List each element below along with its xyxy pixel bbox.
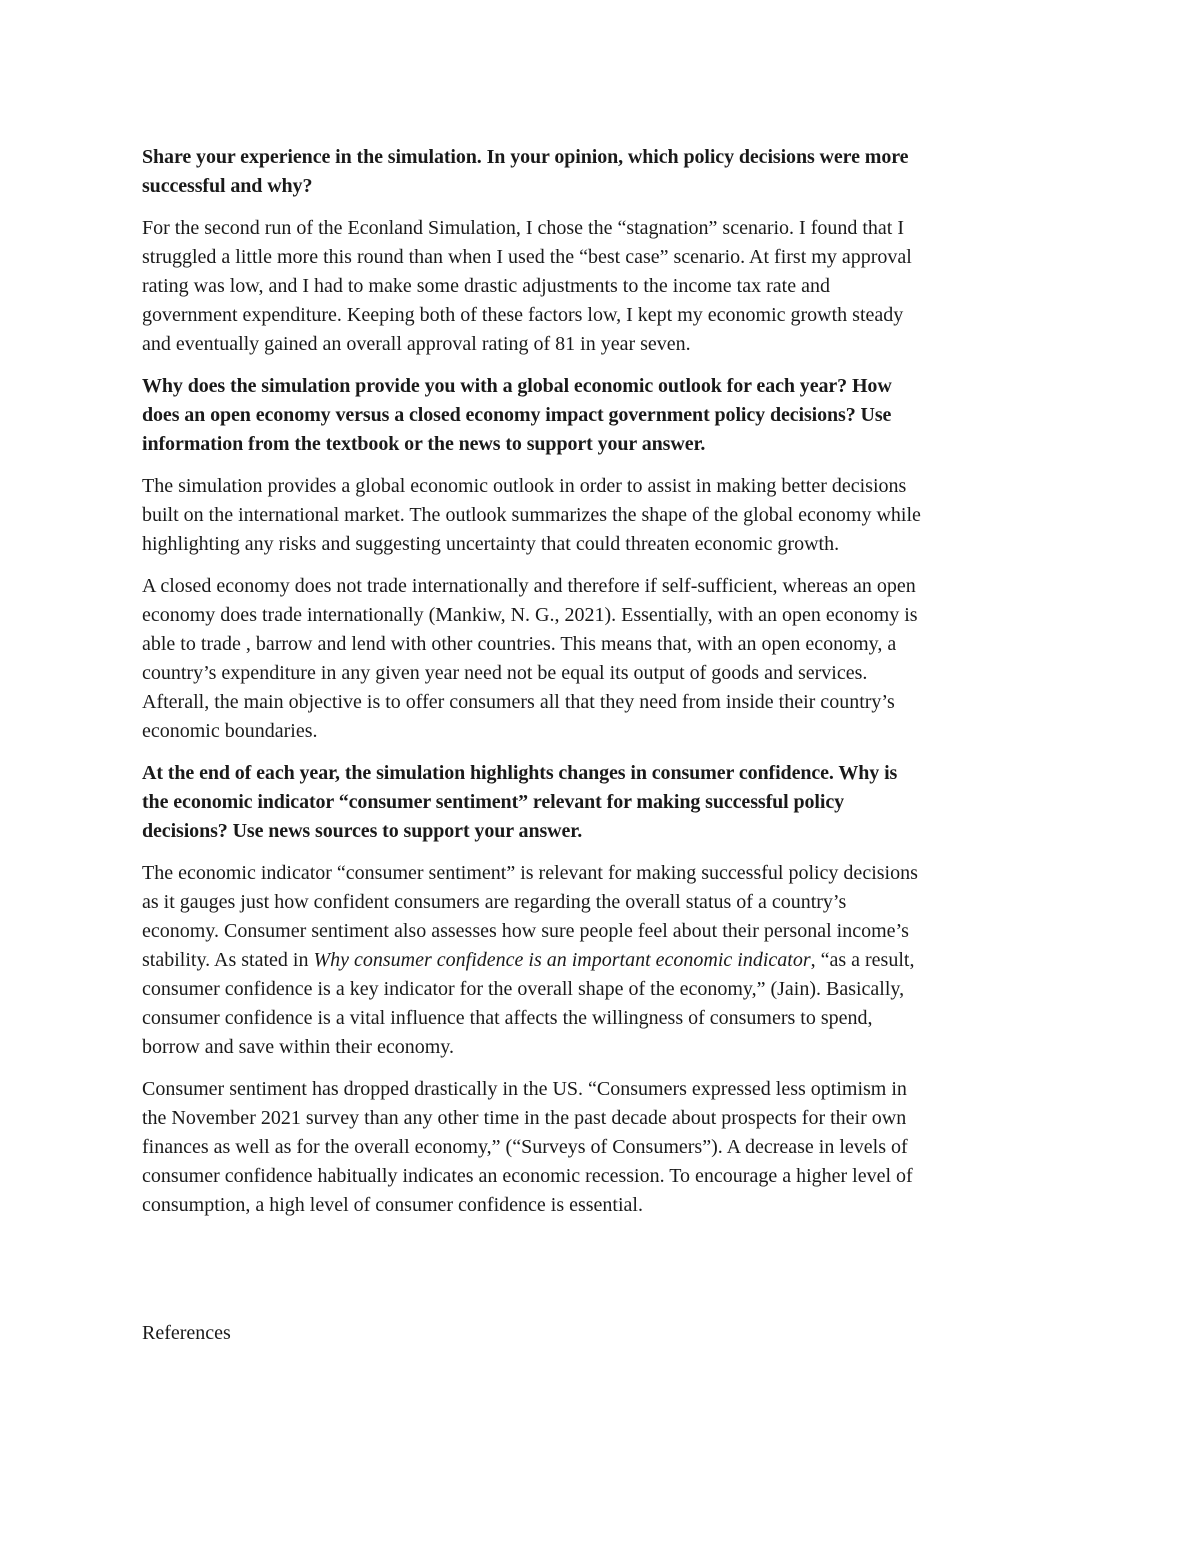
text-segment: stability. As stated in	[142, 949, 314, 971]
text-line: economic boundaries.	[142, 720, 318, 742]
text-line: consumer confidence habitually indicates an economic recession. To encourage a higher level of	[142, 1165, 913, 1187]
text-line: rating was low, and I had to make some drastic adjustments to the income tax rate and	[142, 275, 830, 297]
text-line	[142, 946, 1072, 975]
document-page	[142, 143, 1072, 1361]
answer-3b	[142, 1075, 1072, 1220]
text-line: able to trade , barrow and lend with other countries. This means that, with an open economy, a	[142, 633, 897, 655]
text-line: as it gauges just how confident consumers are regarding the overall status of a country’s	[142, 891, 847, 913]
question-1	[142, 143, 1072, 201]
spacer	[142, 1233, 1072, 1319]
text-line: A closed economy does not trade internationally and therefore if self-sufficient, whereas an open	[142, 575, 916, 597]
text-line: economy. Consumer sentiment also assesses how sure people feel about their personal income’s	[142, 920, 909, 942]
answer-2a	[142, 472, 1072, 559]
text-line: The simulation provides a global economic outlook in order to assist in making better decisions	[142, 475, 907, 497]
question-line: information from the textbook or the news to support your answer.	[142, 433, 706, 455]
answer-3a	[142, 859, 1072, 1062]
text-line: finances as well as for the overall economy,” (“Surveys of Consumers”). A decrease in levels of	[142, 1136, 908, 1158]
text-segment: , “as a result,	[810, 949, 915, 971]
text-line: struggled a little more this round than when I used the “best case” scenario. At first my approval	[142, 246, 912, 268]
text-line: consumer confidence is a key indicator for the overall shape of the economy,” (Jain). Basically,	[142, 978, 905, 1000]
text-line: consumer confidence is a vital influence that affects the willingness of consumers to spend,	[142, 1007, 873, 1029]
text-line: The economic indicator “consumer sentiment” is relevant for making successful policy decisions	[142, 862, 918, 884]
text-line: country’s expenditure in any given year need not be equal its output of goods and services.	[142, 662, 868, 684]
text-line: borrow and save within their economy.	[142, 1036, 454, 1058]
question-line: decisions? Use news sources to support your answer.	[142, 820, 583, 842]
question-line: does an open economy versus a closed economy impact government policy decisions? Use	[142, 404, 892, 426]
question-3	[142, 759, 1072, 846]
text-line: built on the international market. The outlook summarizes the shape of the global economy while	[142, 504, 921, 526]
question-line: successful and why?	[142, 175, 313, 197]
text-line: consumption, a high level of consumer confidence is essential.	[142, 1194, 643, 1216]
text-line: Consumer sentiment has dropped drastically in the US. “Consumers expressed less optimism in	[142, 1078, 907, 1100]
references-heading: References	[142, 1322, 231, 1344]
cited-article-title: Why consumer confidence is an important economic indicator	[313, 949, 811, 971]
text-line: and eventually gained an overall approval rating of 81 in year seven.	[142, 333, 691, 355]
answer-2b	[142, 572, 1072, 746]
question-line: Why does the simulation provide you with a global economic outlook for each year? How	[142, 375, 892, 397]
question-line: Share your experience in the simulation. In your opinion, which policy decisions were more	[142, 146, 909, 168]
text-line: highlighting any risks and suggesting uncertainty that could threaten economic growth.	[142, 533, 840, 555]
question-line: the economic indicator “consumer sentiment” relevant for making successful policy	[142, 791, 845, 813]
question-line: At the end of each year, the simulation highlights changes in consumer confidence. Why is	[142, 762, 898, 784]
answer-1	[142, 214, 1072, 359]
text-line: economy does trade internationally (Mankiw, N. G., 2021). Essentially, with an open economy is	[142, 604, 918, 626]
text-line: the November 2021 survey than any other time in the past decade about prospects for their own	[142, 1107, 907, 1129]
question-2	[142, 372, 1072, 459]
text-line: For the second run of the Econland Simulation, I chose the “stagnation” scenario. I found that I	[142, 217, 905, 239]
text-line: Afterall, the main objective is to offer consumers all that they need from inside their country’s	[142, 691, 895, 713]
text-line: government expenditure. Keeping both of these factors low, I kept my economic growth steady	[142, 304, 904, 326]
